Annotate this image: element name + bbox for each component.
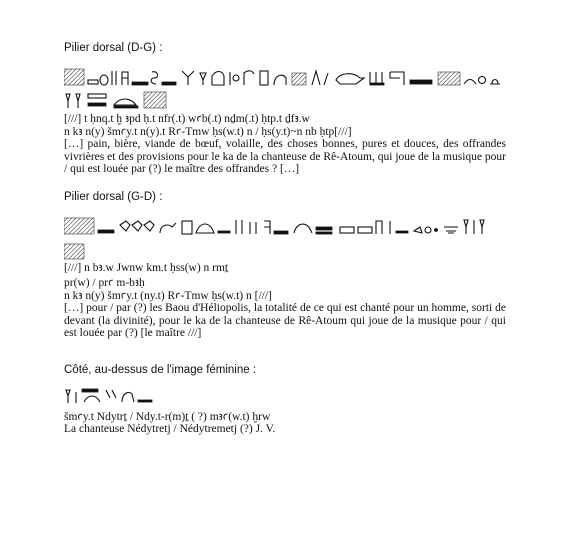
hieroglyph-icon bbox=[64, 242, 104, 260]
hieroglyph-row-2 bbox=[64, 91, 184, 109]
hieroglyph-icon bbox=[64, 217, 504, 235]
translit-line: pr(w) / prꜥ m-bꜣḥ bbox=[64, 277, 145, 289]
translit-line: n kꜣ n(y) šmꜥy.t (ny.t) Rꜥ-Tmw ḥs(w.t) n [///] bbox=[64, 290, 272, 302]
translation-paragraph: […] pain, bière, viande de bœuf, volaille, des choses bonnes, pures et douces, des offrandes vivrières et des provisions pour le ka de la chanteuse de Rê-Atoum, qui joue de la musique pour / qui est louée par (?) le maître des offrandes ? […] bbox=[64, 138, 506, 176]
section-heading-gd: Pilier dorsal (G-D) : bbox=[64, 191, 163, 203]
hieroglyph-icon bbox=[64, 386, 184, 404]
translit-line: n kꜣ n(y) šmꜥy.t n(y).t Rꜥ-Tmw ḥs(w.t) n / ḥs(y.t)~n nb ḥtp[///] bbox=[64, 126, 352, 138]
section-heading-cote: Côté, au-dessus de l'image féminine : bbox=[64, 364, 257, 376]
translation-line: La chanteuse Nédytretj / Nédytremetj (?) J. V. bbox=[64, 423, 276, 435]
hieroglyph-row-5 bbox=[64, 386, 184, 404]
hieroglyph-icon bbox=[64, 68, 504, 86]
hieroglyph-row-1 bbox=[64, 68, 504, 86]
translit-line: šmꜥy.t Ndytrṯ / Ndy.t-r(m)ṯ ( ?) mꜣꜥ(w.t) ḫrw bbox=[64, 411, 271, 423]
hieroglyph-icon bbox=[64, 91, 184, 109]
translation-paragraph: […] pour / par (?) les Baou d'Héliopolis, la totalité de ce qui est chanté pour un homme, sorti de devant (la divinité), pour le ka de la chanteuse de Rê-Atoum qui joue de la musique pour / qui est louée par (?) [le maître ///] bbox=[64, 302, 506, 340]
hieroglyph-row-3 bbox=[64, 217, 504, 235]
hieroglyph-row-4 bbox=[64, 242, 104, 260]
section-heading-dg: Pilier dorsal (D-G) : bbox=[64, 42, 163, 54]
translit-line: [///] n bꜣ.w Jwnw km.t ḥss(w) n rmṯ bbox=[64, 262, 229, 274]
translit-line: [///] t ḥnq.t ḫ ꜣpd ḥ.t nfr(.t) wꜥb(.t) nḏm(.t) ḥtp.t ḏfꜣ.w bbox=[64, 113, 310, 125]
